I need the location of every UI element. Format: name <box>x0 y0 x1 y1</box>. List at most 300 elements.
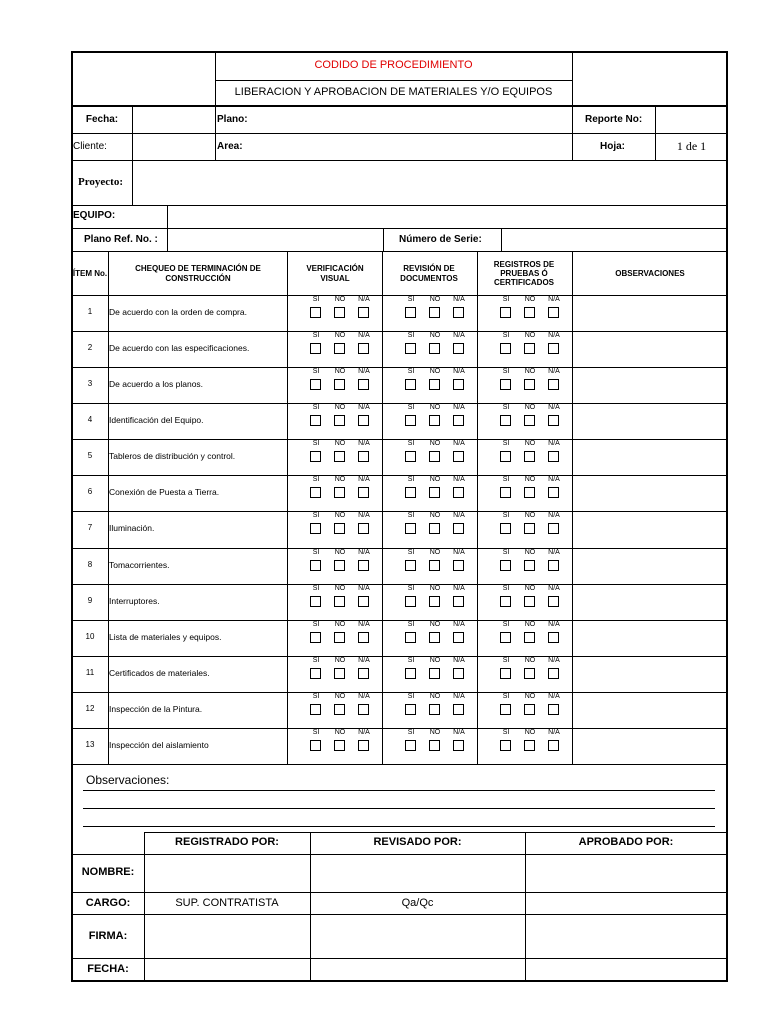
verificacion-na-checkbox[interactable] <box>358 632 369 643</box>
option-label-no: NO <box>429 729 441 736</box>
option-label-no: NO <box>429 368 441 375</box>
equipo-label: EQUIPO: <box>73 210 116 221</box>
registros-si-checkbox[interactable] <box>500 596 511 607</box>
option-label-na: N/A <box>358 621 370 628</box>
option-label-no: NO <box>524 729 536 736</box>
item-number: 5 <box>87 451 93 460</box>
revision-no-checkbox[interactable] <box>429 668 440 679</box>
option-label-no: NO <box>334 621 346 628</box>
verificacion-si-checkbox[interactable] <box>310 379 321 390</box>
option-label-na: N/A <box>453 621 465 628</box>
option-label-na: N/A <box>453 549 465 556</box>
item-description: Lista de materiales y equipos. <box>109 632 222 642</box>
option-label-na: N/A <box>358 368 370 375</box>
item-description: Certificados de materiales. <box>109 668 210 678</box>
revision-no-checkbox[interactable] <box>429 451 440 462</box>
revision-si-checkbox[interactable] <box>405 307 416 318</box>
verificacion-no-checkbox[interactable] <box>334 451 345 462</box>
option-label-na: N/A <box>453 693 465 700</box>
revision-si-checkbox[interactable] <box>405 523 416 534</box>
registros-no-checkbox[interactable] <box>524 668 535 679</box>
verificacion-si-checkbox[interactable] <box>310 668 321 679</box>
option-label-si: SI <box>502 440 510 447</box>
revision-no-checkbox[interactable] <box>429 307 440 318</box>
option-label-si: SI <box>312 621 320 628</box>
item-number: 8 <box>87 560 93 569</box>
item-number: 12 <box>85 704 95 713</box>
revision-si-checkbox[interactable] <box>405 668 416 679</box>
registros-no-checkbox[interactable] <box>524 740 535 751</box>
option-label-si: SI <box>502 368 510 375</box>
plano-label: Plano: <box>217 114 248 125</box>
option-label-no: NO <box>429 693 441 700</box>
revision-na-checkbox[interactable] <box>453 343 464 354</box>
item-description: De acuerdo con la orden de compra. <box>109 307 247 317</box>
verificacion-no-checkbox[interactable] <box>334 740 345 751</box>
cliente-label: Cliente: <box>73 141 107 152</box>
option-label-no: NO <box>334 729 346 736</box>
row-observation-field[interactable] <box>573 585 726 619</box>
option-label-si: SI <box>407 296 415 303</box>
equipo-field[interactable] <box>168 207 726 227</box>
registros-na-checkbox[interactable] <box>548 343 559 354</box>
verificacion-si-checkbox[interactable] <box>310 451 321 462</box>
option-label-no: NO <box>524 296 536 303</box>
registros-no-checkbox[interactable] <box>524 632 535 643</box>
option-label-na: N/A <box>548 549 560 556</box>
option-label-no: NO <box>429 296 441 303</box>
revision-si-checkbox[interactable] <box>405 343 416 354</box>
row-observation-field[interactable] <box>573 657 726 691</box>
registros-si-checkbox[interactable] <box>500 379 511 390</box>
nombre-registrado-field[interactable] <box>145 855 309 891</box>
verificacion-na-checkbox[interactable] <box>358 740 369 751</box>
procedure-code-title: CODIDO DE PROCEDIMIENTO <box>314 59 473 71</box>
registros-no-checkbox[interactable] <box>524 307 535 318</box>
option-label-si: SI <box>312 296 320 303</box>
registros-na-checkbox[interactable] <box>548 740 559 751</box>
cliente-field[interactable] <box>133 134 214 159</box>
row-observation-field[interactable] <box>573 549 726 583</box>
registros-no-checkbox[interactable] <box>524 596 535 607</box>
option-label-si: SI <box>502 657 510 664</box>
option-label-no: NO <box>334 549 346 556</box>
registros-no-checkbox[interactable] <box>524 343 535 354</box>
option-label-no: NO <box>334 512 346 519</box>
option-label-no: NO <box>429 512 441 519</box>
verificacion-si-checkbox[interactable] <box>310 343 321 354</box>
firma-aprobado-field[interactable] <box>526 915 726 957</box>
revision-na-checkbox[interactable] <box>453 415 464 426</box>
verificacion-na-checkbox[interactable] <box>358 307 369 318</box>
registros-na-checkbox[interactable] <box>548 523 559 534</box>
item-number: 6 <box>87 487 93 496</box>
verificacion-na-checkbox[interactable] <box>358 523 369 534</box>
option-label-si: SI <box>502 512 510 519</box>
verificacion-si-checkbox[interactable] <box>310 487 321 498</box>
registros-na-checkbox[interactable] <box>548 379 559 390</box>
registros-si-checkbox[interactable] <box>500 632 511 643</box>
revision-si-checkbox[interactable] <box>405 451 416 462</box>
option-label-na: N/A <box>548 404 560 411</box>
option-label-na: N/A <box>548 621 560 628</box>
option-label-no: NO <box>334 657 346 664</box>
col-revision-header: REVISIÓN DE DOCUMENTOS <box>400 264 458 283</box>
observaciones-line[interactable] <box>83 808 715 809</box>
item-description: De acuerdo con las especificaciones. <box>109 343 250 353</box>
row-observation-field[interactable] <box>573 512 726 546</box>
revision-no-checkbox[interactable] <box>429 523 440 534</box>
firma-label: FIRMA: <box>88 930 128 942</box>
option-label-no: NO <box>429 549 441 556</box>
revision-si-checkbox[interactable] <box>405 704 416 715</box>
revision-na-checkbox[interactable] <box>453 523 464 534</box>
option-label-na: N/A <box>358 512 370 519</box>
verificacion-no-checkbox[interactable] <box>334 307 345 318</box>
row-observation-field[interactable] <box>573 404 726 438</box>
revision-na-checkbox[interactable] <box>453 632 464 643</box>
verificacion-no-checkbox[interactable] <box>334 379 345 390</box>
verificacion-na-checkbox[interactable] <box>358 343 369 354</box>
observaciones-line[interactable] <box>83 826 715 827</box>
verificacion-no-checkbox[interactable] <box>334 523 345 534</box>
verificacion-na-checkbox[interactable] <box>358 379 369 390</box>
option-label-si: SI <box>312 404 320 411</box>
option-label-si: SI <box>502 404 510 411</box>
option-label-no: NO <box>334 296 346 303</box>
verificacion-si-checkbox[interactable] <box>310 523 321 534</box>
verificacion-no-checkbox[interactable] <box>334 415 345 426</box>
option-label-na: N/A <box>453 404 465 411</box>
option-label-na: N/A <box>358 332 370 339</box>
verificacion-si-checkbox[interactable] <box>310 632 321 643</box>
option-label-si: SI <box>502 693 510 700</box>
option-label-na: N/A <box>453 440 465 447</box>
registros-no-checkbox[interactable] <box>524 415 535 426</box>
option-label-na: N/A <box>358 729 370 736</box>
item-number: 11 <box>85 668 95 677</box>
revision-si-checkbox[interactable] <box>405 487 416 498</box>
item-description: Tomacorrientes. <box>109 560 170 570</box>
registros-si-checkbox[interactable] <box>500 668 511 679</box>
revision-na-checkbox[interactable] <box>453 740 464 751</box>
registros-si-checkbox[interactable] <box>500 343 511 354</box>
plano-field[interactable] <box>250 107 570 132</box>
verificacion-si-checkbox[interactable] <box>310 740 321 751</box>
revision-no-checkbox[interactable] <box>429 596 440 607</box>
item-number: 3 <box>87 379 93 388</box>
observaciones-label: Observaciones: <box>86 773 170 787</box>
verificacion-no-checkbox[interactable] <box>334 343 345 354</box>
registros-na-checkbox[interactable] <box>548 487 559 498</box>
option-label-no: NO <box>334 440 346 447</box>
option-label-si: SI <box>312 585 320 592</box>
registros-si-checkbox[interactable] <box>500 487 511 498</box>
option-label-si: SI <box>502 621 510 628</box>
verificacion-no-checkbox[interactable] <box>334 704 345 715</box>
option-label-na: N/A <box>358 296 370 303</box>
option-label-na: N/A <box>453 729 465 736</box>
registros-si-checkbox[interactable] <box>500 523 511 534</box>
registros-si-checkbox[interactable] <box>500 740 511 751</box>
item-description: Tableros de distribución y control. <box>109 451 236 461</box>
observaciones-line[interactable] <box>83 790 715 791</box>
row-observation-field[interactable] <box>573 693 726 727</box>
option-label-na: N/A <box>548 296 560 303</box>
row-observation-field[interactable] <box>573 621 726 655</box>
revision-na-checkbox[interactable] <box>453 307 464 318</box>
option-label-si: SI <box>407 512 415 519</box>
option-label-si: SI <box>407 621 415 628</box>
fecha-revisado-field[interactable] <box>311 959 524 980</box>
proyecto-field[interactable] <box>133 162 726 204</box>
option-label-si: SI <box>502 332 510 339</box>
verificacion-na-checkbox[interactable] <box>358 415 369 426</box>
revision-no-checkbox[interactable] <box>429 487 440 498</box>
area-label: Area: <box>217 141 243 152</box>
item-number: 9 <box>87 596 93 605</box>
option-label-no: NO <box>429 657 441 664</box>
registros-si-checkbox[interactable] <box>500 704 511 715</box>
firma-revisado-field[interactable] <box>311 915 524 957</box>
row-observation-field[interactable] <box>573 729 726 763</box>
option-label-si: SI <box>502 549 510 556</box>
option-label-si: SI <box>407 729 415 736</box>
row-observation-field[interactable] <box>573 476 726 510</box>
option-label-na: N/A <box>548 693 560 700</box>
verificacion-no-checkbox[interactable] <box>334 560 345 571</box>
row-observation-field[interactable] <box>573 440 726 474</box>
option-label-si: SI <box>312 440 320 447</box>
registros-no-checkbox[interactable] <box>524 379 535 390</box>
option-label-na: N/A <box>453 332 465 339</box>
option-label-no: NO <box>429 621 441 628</box>
fecha-registrado-field[interactable] <box>145 959 309 980</box>
option-label-no: NO <box>429 440 441 447</box>
fecha-label: Fecha: <box>85 114 119 125</box>
item-number: 1 <box>87 307 93 316</box>
option-label-si: SI <box>502 729 510 736</box>
serie-field[interactable] <box>502 230 726 250</box>
revision-si-checkbox[interactable] <box>405 596 416 607</box>
reporte-label: Reporte No: <box>585 114 643 125</box>
option-label-no: NO <box>524 549 536 556</box>
registros-si-checkbox[interactable] <box>500 415 511 426</box>
revision-no-checkbox[interactable] <box>429 560 440 571</box>
registros-na-checkbox[interactable] <box>548 668 559 679</box>
revision-no-checkbox[interactable] <box>429 632 440 643</box>
option-label-si: SI <box>312 549 320 556</box>
item-description: Conexión de Puesta a Tierra. <box>109 487 220 497</box>
col-chequeo-header: CHEQUEO DE TERMINACIÓN DE CONSTRUCCIÓN <box>135 264 261 283</box>
option-label-si: SI <box>312 512 320 519</box>
revision-no-checkbox[interactable] <box>429 379 440 390</box>
option-label-no: NO <box>524 621 536 628</box>
revision-si-checkbox[interactable] <box>405 632 416 643</box>
item-number: 7 <box>87 523 93 532</box>
registrado-header: REGISTRADO POR: <box>175 836 279 848</box>
option-label-na: N/A <box>453 657 465 664</box>
option-label-si: SI <box>502 585 510 592</box>
verificacion-si-checkbox[interactable] <box>310 596 321 607</box>
revision-na-checkbox[interactable] <box>453 560 464 571</box>
option-label-si: SI <box>312 729 320 736</box>
option-label-si: SI <box>312 693 320 700</box>
option-label-no: NO <box>524 368 536 375</box>
option-label-no: NO <box>334 693 346 700</box>
nombre-label: NOMBRE: <box>81 866 135 878</box>
option-label-si: SI <box>502 296 510 303</box>
firma-registrado-field[interactable] <box>145 915 309 957</box>
registros-na-checkbox[interactable] <box>548 632 559 643</box>
revision-si-checkbox[interactable] <box>405 379 416 390</box>
cargo-label: CARGO: <box>85 897 131 909</box>
revision-no-checkbox[interactable] <box>429 704 440 715</box>
verificacion-na-checkbox[interactable] <box>358 668 369 679</box>
registros-no-checkbox[interactable] <box>524 560 535 571</box>
registros-no-checkbox[interactable] <box>524 523 535 534</box>
hoja-value: 1 de 1 <box>676 139 707 153</box>
verificacion-si-checkbox[interactable] <box>310 704 321 715</box>
option-label-no: NO <box>524 585 536 592</box>
option-label-na: N/A <box>548 729 560 736</box>
area-field[interactable] <box>250 134 570 159</box>
plano-ref-label: Plano Ref. No. : <box>84 234 158 245</box>
revision-no-checkbox[interactable] <box>429 343 440 354</box>
option-label-na: N/A <box>358 585 370 592</box>
revision-na-checkbox[interactable] <box>453 451 464 462</box>
option-label-no: NO <box>524 693 536 700</box>
option-label-na: N/A <box>358 693 370 700</box>
verificacion-na-checkbox[interactable] <box>358 560 369 571</box>
option-label-si: SI <box>407 332 415 339</box>
fecha-field[interactable] <box>133 107 214 132</box>
proyecto-label: Proyecto: <box>78 176 123 188</box>
option-label-na: N/A <box>548 332 560 339</box>
option-label-na: N/A <box>453 585 465 592</box>
nombre-revisado-field[interactable] <box>311 855 524 891</box>
verificacion-no-checkbox[interactable] <box>334 596 345 607</box>
fecha-sign-label: FECHA: <box>87 963 129 975</box>
row-observation-field[interactable] <box>573 332 726 366</box>
verificacion-no-checkbox[interactable] <box>334 668 345 679</box>
option-label-no: NO <box>334 585 346 592</box>
item-number: 13 <box>85 740 95 749</box>
item-description: De acuerdo a los planos. <box>109 379 204 389</box>
option-label-na: N/A <box>358 440 370 447</box>
option-label-na: N/A <box>358 549 370 556</box>
registros-no-checkbox[interactable] <box>524 451 535 462</box>
option-label-si: SI <box>407 549 415 556</box>
option-label-na: N/A <box>453 512 465 519</box>
registros-na-checkbox[interactable] <box>548 704 559 715</box>
option-label-na: N/A <box>548 440 560 447</box>
aprobado-header: APROBADO POR: <box>578 836 674 848</box>
revision-si-checkbox[interactable] <box>405 740 416 751</box>
option-label-no: NO <box>524 440 536 447</box>
row-observation-field[interactable] <box>573 368 726 402</box>
col-registros-header: REGISTROS DE PRUEBAS Ó CERTIFICADOS <box>493 259 555 288</box>
registros-na-checkbox[interactable] <box>548 451 559 462</box>
nombre-aprobado-field[interactable] <box>526 855 726 891</box>
revision-na-checkbox[interactable] <box>453 487 464 498</box>
hoja-label: Hoja: <box>600 141 625 152</box>
registros-na-checkbox[interactable] <box>548 596 559 607</box>
revision-no-checkbox[interactable] <box>429 740 440 751</box>
registros-si-checkbox[interactable] <box>500 451 511 462</box>
option-label-no: NO <box>524 476 536 483</box>
cargo-revisado-value: Qa/Qc <box>401 897 434 909</box>
option-label-si: SI <box>312 332 320 339</box>
revision-na-checkbox[interactable] <box>453 668 464 679</box>
revision-na-checkbox[interactable] <box>453 379 464 390</box>
verificacion-no-checkbox[interactable] <box>334 632 345 643</box>
registros-na-checkbox[interactable] <box>548 307 559 318</box>
option-label-na: N/A <box>358 404 370 411</box>
option-label-si: SI <box>312 657 320 664</box>
revision-na-checkbox[interactable] <box>453 704 464 715</box>
verificacion-si-checkbox[interactable] <box>310 307 321 318</box>
verificacion-si-checkbox[interactable] <box>310 560 321 571</box>
verificacion-na-checkbox[interactable] <box>358 596 369 607</box>
revision-si-checkbox[interactable] <box>405 415 416 426</box>
revisado-header: REVISADO POR: <box>373 836 462 848</box>
registros-no-checkbox[interactable] <box>524 487 535 498</box>
plano-ref-field[interactable] <box>168 230 382 250</box>
cargo-registrado-value: SUP. CONTRATISTA <box>175 897 279 909</box>
verificacion-na-checkbox[interactable] <box>358 451 369 462</box>
col-item-header: ÍTEM No. <box>72 268 108 278</box>
reporte-field[interactable] <box>656 107 726 132</box>
option-label-no: NO <box>524 332 536 339</box>
option-label-no: NO <box>429 404 441 411</box>
option-label-na: N/A <box>453 368 465 375</box>
row-observation-field[interactable] <box>573 296 726 330</box>
option-label-no: NO <box>524 657 536 664</box>
item-description: Iluminación. <box>109 523 155 533</box>
item-description: Identificación del Equipo. <box>109 415 204 425</box>
registros-si-checkbox[interactable] <box>500 307 511 318</box>
registros-na-checkbox[interactable] <box>548 415 559 426</box>
col-verificacion-header: VERIFICACIÓN VISUAL <box>306 264 364 283</box>
registros-na-checkbox[interactable] <box>548 560 559 571</box>
option-label-na: N/A <box>453 296 465 303</box>
option-label-na: N/A <box>548 512 560 519</box>
registros-si-checkbox[interactable] <box>500 560 511 571</box>
option-label-si: SI <box>312 368 320 375</box>
item-description: Inspección del aislamiento <box>109 740 209 750</box>
option-label-na: N/A <box>453 476 465 483</box>
option-label-na: N/A <box>548 476 560 483</box>
verificacion-si-checkbox[interactable] <box>310 415 321 426</box>
verificacion-na-checkbox[interactable] <box>358 487 369 498</box>
verificacion-no-checkbox[interactable] <box>334 487 345 498</box>
option-label-na: N/A <box>548 657 560 664</box>
option-label-no: NO <box>334 332 346 339</box>
verificacion-na-checkbox[interactable] <box>358 704 369 715</box>
option-label-si: SI <box>502 476 510 483</box>
option-label-na: N/A <box>358 657 370 664</box>
option-label-na: N/A <box>548 585 560 592</box>
fecha-aprobado-field[interactable] <box>526 959 726 980</box>
revision-no-checkbox[interactable] <box>429 415 440 426</box>
option-label-no: NO <box>334 368 346 375</box>
revision-na-checkbox[interactable] <box>453 596 464 607</box>
registros-no-checkbox[interactable] <box>524 704 535 715</box>
revision-si-checkbox[interactable] <box>405 560 416 571</box>
option-label-si: SI <box>407 476 415 483</box>
option-label-no: NO <box>524 404 536 411</box>
